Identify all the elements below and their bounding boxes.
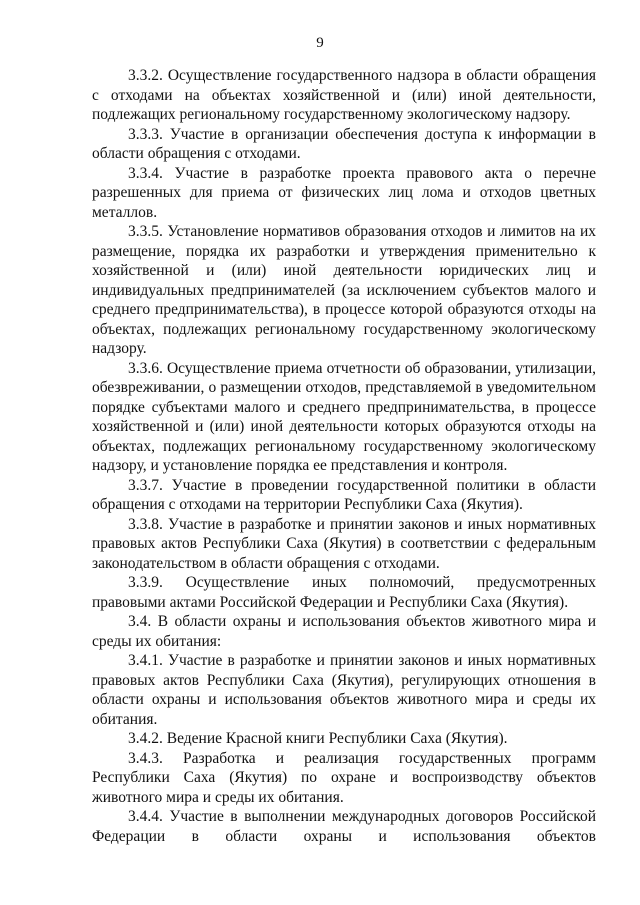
- paragraph-3-3-3: 3.3.3. Участие в организации обеспечения доступа к информации в области обращения с отходами.: [92, 125, 596, 162]
- paragraph-3-4-3: 3.4.3. Разработка и реализация государственных программ Республики Саха (Якутия) по охране и воспроизводству объектов животного мира и среды их обитания.: [92, 749, 596, 806]
- paragraph-3-4-2: 3.4.2. Ведение Красной книги Республики Саха (Якутия).: [128, 730, 508, 747]
- document-body: [92, 66, 596, 846]
- paragraph-3-3-7: 3.3.7. Участие в проведении государственной политики в области обращения с отходами на территории Республики Саха (Якутия).: [92, 476, 596, 513]
- paragraph-3-3-9: 3.3.9. Осуществление иных полномочий, предусмотренных правовыми актами Российской Федерации и Республики Саха (Якутия).: [92, 574, 596, 611]
- paragraph-3-3-8: 3.3.8. Участие в разработке и принятии законов и иных нормативных правовых актов Республики Саха (Якутия) в соответствии с федеральным законодательством в области обращения с отходами.: [92, 515, 596, 572]
- paragraph-3-3-2: 3.3.2. Осуществление государственного надзора в области обращения с отходами на объектах хозяйственной и (или) иной деятельности, подлежащих региональному государственному экологическому надзору.: [92, 67, 596, 123]
- paragraph-3-4-1: 3.4.1. Участие в разработке и принятии законов и иных нормативных правовых актов Республики Саха (Якутия), регулирующих отношения в области охраны и использования объектов животного мира и среды их обитания.: [92, 652, 596, 728]
- paragraph-3-4: 3.4. В области охраны и использования объектов животного мира и среды их обитания:: [92, 613, 596, 650]
- paragraph-3-4-4: 3.4.4. Участие в выполнении международных договоров Российской Федерации в области охраны и использования объектов: [92, 808, 596, 845]
- page-number: 9: [316, 35, 324, 51]
- paragraph-3-3-6: 3.3.6. Осуществление приема отчетности об образовании, утилизации, обезвреживании, о размещении отходов, представляемой в уведомительном порядке субъектами малого и среднего предпринимательства, в процессе хозяйственной и (или) иной деятельности которых образуются отходы на объектах, подлежащих региональному государственному экологическому надзору, и установление порядка ее представления и контроля.: [92, 359, 596, 474]
- paragraph-3-3-4: 3.3.4. Участие в разработке проекта правового акта о перечне разрешенных для приема от физических лиц лома и отходов цветных металлов.: [92, 164, 596, 221]
- paragraph-3-3-5: 3.3.5. Установление нормативов образования отходов и лимитов на их размещение, порядка их разработки и утверждения применительно к хозяйственной и (или) иной деятельности юридических лиц и индивидуальных предпринимателей (за исключением субъектов малого и среднего предпринимательства), в процессе которой образуются отходы на объектах, подлежащих региональному государственному экологическому надзору.: [92, 223, 596, 357]
